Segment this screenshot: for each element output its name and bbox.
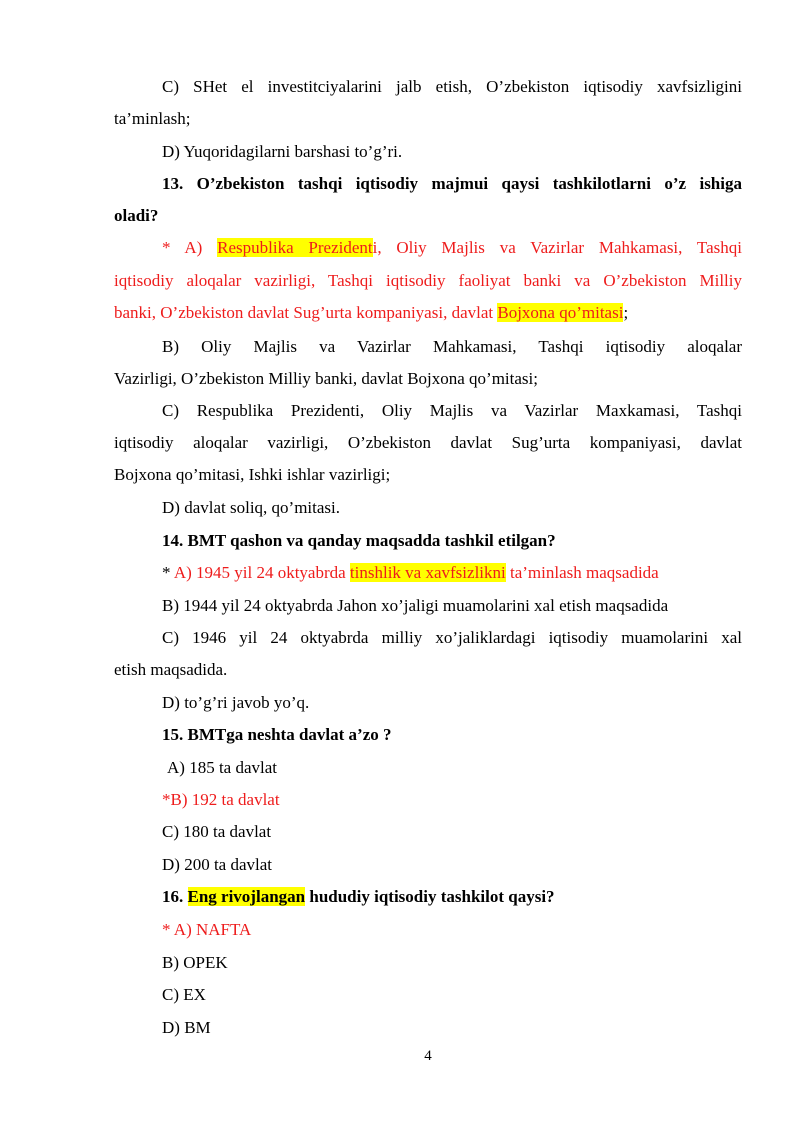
q13-option-d: D) davlat soliq, qo’mitasi. (162, 498, 341, 517)
q13-a-prefix: * A) (162, 238, 218, 257)
q12-option-c-line2: ta’minlash; (114, 109, 191, 128)
q14-a-highlight: tinshlik va xavfsizlikni (349, 563, 506, 582)
q16-title-rest: hududiy iqtisodiy tashkilot qaysi? (305, 887, 555, 906)
q13-title-line2: oladi? (114, 206, 159, 225)
q16-title-number: 16. (162, 887, 188, 906)
q15-option-a: A) 185 ta davlat (167, 758, 277, 777)
q12-option-d: D) Yuqoridagilarni barshasi to’g’ri. (162, 142, 403, 161)
q14-option-d: D) to’g’ri javob yo’q. (162, 693, 310, 712)
q16-option-c: C) EX (162, 985, 206, 1004)
q16-title (162, 886, 742, 908)
q14-option-a (162, 562, 742, 584)
q13-title-line1: 13. O’zbekiston tashqi iqtisodiy majmui qaysi tashkilotlarni o’z ishiga (162, 174, 742, 193)
q13-option-a-line3 (114, 302, 742, 324)
q15-option-b: *B) 192 ta davlat (162, 790, 280, 809)
q14-a-star: * (162, 563, 174, 582)
q14-title: 14. BMT qashon va qanday maqsadda tashkil etilgan? (162, 531, 556, 550)
q15-option-d: D) 200 ta davlat (162, 855, 272, 874)
q14-a-text: A) 1945 yil 24 oktyabrda (173, 563, 350, 582)
q13-option-c-line2: iqtisodiy aloqalar vazirligi, O’zbekiston davlat Sug’urta kompaniyasi, davlat (114, 433, 742, 452)
q13-option-a-line2: iqtisodiy aloqalar vazirligi, Tashqi iqtisodiy faoliyat banki va O’zbekiston Milliy (114, 271, 742, 290)
q14-option-c-line1: C) 1946 yil 24 oktyabrda milliy xo’jaliklardagi iqtisodiy muamolarini xal (162, 628, 742, 647)
q15-title: 15. BMTga neshta davlat a’zo ? (162, 725, 392, 744)
q13-a-highlight-bojxona: Bojxona qo’mitasi (497, 303, 624, 322)
q16-option-a: * A) NAFTA (162, 920, 252, 939)
page-number: 4 (424, 1048, 432, 1064)
q13-option-c-line1: C) Respublika Prezidenti, Oliy Majlis va Vazirlar Maxkamasi, Tashqi (162, 401, 742, 420)
q16-title-highlight: Eng rivojlangan (187, 887, 306, 906)
q12-option-c-line1: C) SHet el investitciyalarini jalb etish, O’zbekiston iqtisodiy xavfsizligini (162, 77, 742, 96)
q14-a-end: ta’minlash maqsadida (505, 563, 659, 582)
q15-option-c: C) 180 ta davlat (162, 822, 272, 841)
q14-option-b: B) 1944 yil 24 oktyabrda Jahon xo’jaligi muamolarini xal etish maqsadida (162, 596, 669, 615)
q13-option-a-line1 (162, 237, 742, 259)
q13-option-b-line1: B) Oliy Majlis va Vazirlar Mahkamasi, Tashqi iqtisodiy aloqalar (162, 337, 742, 356)
q13-a-rest: i, Oliy Majlis va Vazirlar Mahkamasi, Tashqi (372, 238, 742, 257)
q13-a-line3-text: banki, O’zbekiston davlat Sug’urta kompaniyasi, davlat (114, 303, 498, 322)
q16-option-b: B) OPEK (162, 953, 228, 972)
q13-a-semicolon: ; (623, 303, 629, 322)
q16-option-d: D) BM (162, 1018, 211, 1037)
q13-option-b-line2: Vazirligi, O’zbekiston Milliy banki, davlat Bojxona qo’mitasi; (114, 369, 538, 388)
q14-option-c-line2: etish maqsadida. (114, 660, 228, 679)
q13-option-c-line3: Bojxona qo’mitasi, Ishki ishlar vazirligi; (114, 465, 391, 484)
q13-a-highlight-president: Respublika Prezident (217, 238, 373, 257)
